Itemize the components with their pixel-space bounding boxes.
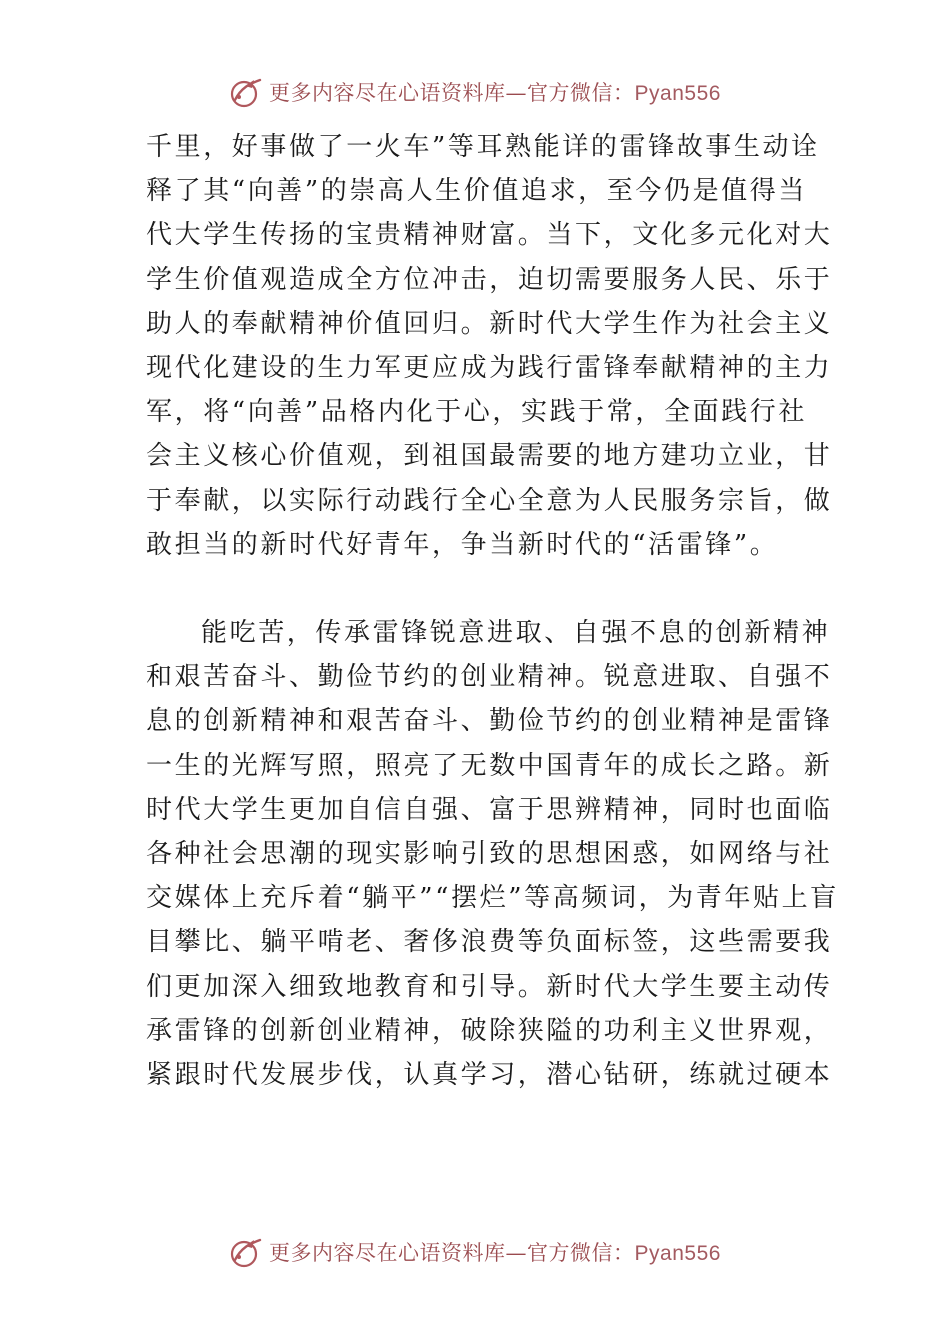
paragraph-gap	[146, 567, 826, 611]
text-line: 时代大学生更加自信自强、富于思辨精神，同时也面临	[146, 794, 833, 825]
text-line: 一生的光辉写照，照亮了无数中国青年的成长之路。新	[146, 750, 833, 781]
text-line: 目攀比、躺平啃老、奢侈浪费等负面标签，这些需要我	[146, 927, 833, 958]
document-body	[146, 125, 839, 1097]
text-line: 能吃苦，传承雷锋锐意进取、自强不息的创新精神	[201, 618, 831, 649]
logo-icon	[229, 74, 265, 110]
text-line: 释了其“向善”的崇高人生价值追求，至今仍是值得当	[146, 176, 807, 207]
text-line: 会主义核心价值观，到祖国最需要的地方建功立业，甘	[146, 441, 833, 472]
text-line: 代大学生传扬的宝贵精神财富。当下，文化多元化对大	[146, 220, 833, 251]
text-line: 承雷锋的创新创业精神，破除狭隘的功利主义世界观，	[146, 1015, 833, 1046]
text-line: 各种社会思潮的现实影响引致的思想困惑，如网络与社	[146, 839, 833, 869]
text-line: 交媒体上充斥着“躺平”“摆烂”等高频词，为青年贴上盲	[146, 883, 839, 914]
text-line: 和艰苦奋斗、勤俭节约的创业精神。锐意进取、自强不	[146, 662, 833, 693]
paragraph-1	[146, 125, 833, 567]
text-line: 敢担当的新时代好青年，争当新时代的“活雷锋”。	[146, 529, 779, 560]
watermark-text: 更多内容尽在心语资料库—官方微信：Pyan556	[269, 1241, 721, 1265]
text-line: 们更加深入细致地教育和引导。新时代大学生要主动传	[146, 971, 833, 1002]
watermark-text: 更多内容尽在心语资料库—官方微信：Pyan556	[269, 81, 721, 105]
text-line: 助人的奉献精神价值回归。新时代大学生作为社会主义	[146, 308, 833, 339]
text-line: 军，将“向善”品格内化于心，实践于常，全面践行社	[146, 397, 807, 428]
text-line: 息的创新精神和艰苦奋斗、勤俭节约的创业精神是雷锋	[146, 706, 833, 737]
paragraph-2	[146, 611, 839, 1097]
logo-icon	[229, 1234, 265, 1270]
text-line: 学生价值观造成全方位冲击，迫切需要服务人民、乐于	[146, 264, 833, 295]
text-line: 于奉献，以实际行动践行全心全意为人民服务宗旨，做	[146, 485, 833, 516]
watermark-id: Pyan556	[634, 1242, 721, 1265]
text-line: 紧跟时代发展步伐，认真学习，潜心钻研，练就过硬本	[146, 1059, 833, 1090]
watermark-id: Pyan556	[634, 82, 721, 105]
text-line: 现代化建设的生力军更应成为践行雷锋奉献精神的主力	[146, 352, 833, 383]
text-line: 千里，好事做了一火车”等耳熟能详的雷锋故事生动诠	[146, 132, 820, 162]
footer-watermark	[0, 1232, 950, 1272]
header-watermark	[0, 72, 950, 112]
